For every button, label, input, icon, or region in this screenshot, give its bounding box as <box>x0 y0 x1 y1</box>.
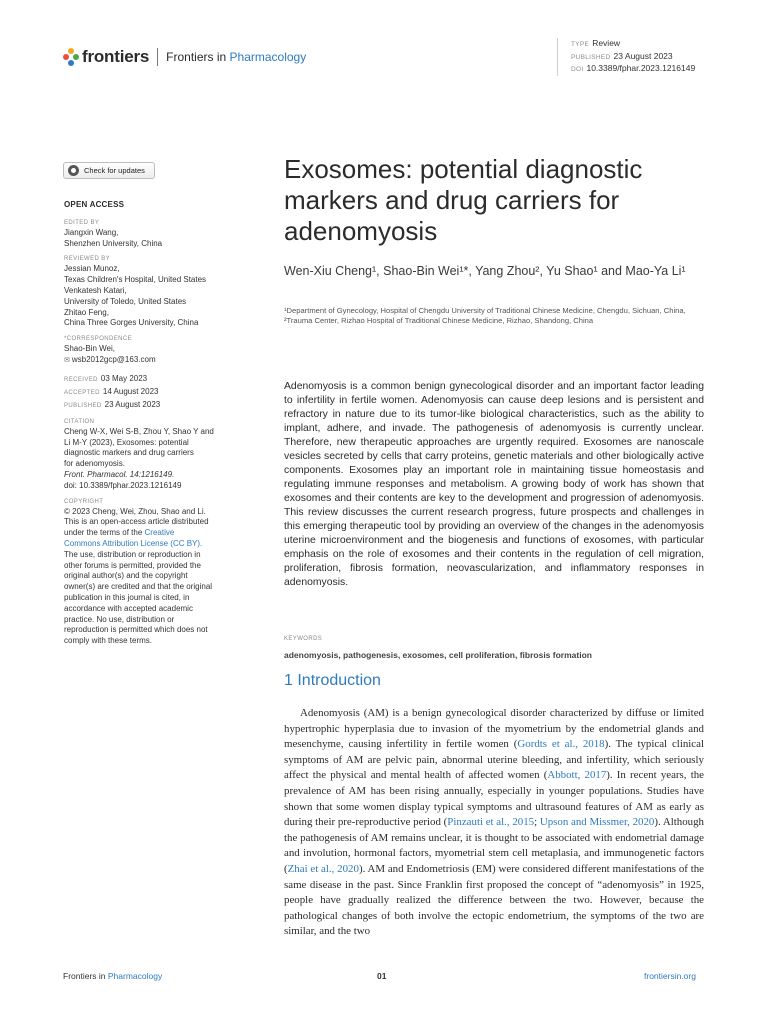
citation-link[interactable]: Abbott, 2017 <box>547 769 607 782</box>
citation-line: diagnostic markers and drug carriers <box>64 448 194 458</box>
article-type: TYPE Review <box>571 38 621 48</box>
reviewer-name: Zhitao Feng, <box>64 307 109 317</box>
reviewer-affiliation: University of Toledo, United States <box>64 296 187 306</box>
check-for-updates-button[interactable] <box>63 162 155 179</box>
article-authors: Wen-Xiu Cheng¹, Shao-Bin Wei¹*, Yang Zhou², Yu Shao¹ and Mao-Ya Li¹ <box>284 264 686 278</box>
email-icon: ✉ <box>64 356 70 364</box>
edited-by-section <box>64 219 240 250</box>
check-for-updates-label: Check for updates <box>84 166 145 175</box>
correspondence-email-row[interactable] <box>64 355 240 367</box>
copyright-line: under the terms of the Creative <box>64 528 175 538</box>
copyright-line: This is an open-access article distributed <box>64 517 209 527</box>
correspondence-name: Shao-Bin Wei, <box>64 344 115 354</box>
reviewed-by-section <box>64 255 240 329</box>
correspondence-label: *CORRESPONDENCE <box>64 336 133 343</box>
author-affiliations: ¹Department of Gynecology, Hospital of Chengdu University of Traditional Chinese Medicine, Chengdu, Sichuan, China, ²Trauma Center, Rizhao Hospital of Traditional Chinese Medicine, Rizhao, Shandong, China <box>284 306 686 325</box>
article-info-sidebar <box>64 200 240 653</box>
brand-divider <box>157 48 158 66</box>
license-link[interactable]: Commons Attribution License (CC BY). <box>64 538 203 548</box>
received-date: RECEIVED 03 May 2023 <box>64 373 148 383</box>
citation-label: CITATION <box>64 418 95 425</box>
reviewed-by-label: REVIEWED BY <box>64 256 111 263</box>
copyright-line: original author(s) and the copyright <box>64 571 188 581</box>
article-doi[interactable]: DOI 10.3389/fphar.2023.1216149 <box>571 63 696 73</box>
editor-name: Jiangxin Wang, <box>64 227 119 237</box>
citation-link[interactable]: Zhai et al., 2020 <box>287 862 359 875</box>
open-access-label: OPEN ACCESS <box>64 200 125 209</box>
citation-link[interactable]: Pinzauti et al., 2015 <box>447 816 535 829</box>
edited-by-label: EDITED BY <box>64 219 100 226</box>
copyright-line: practice. No use, distribution or <box>64 614 175 624</box>
article-published: PUBLISHED 23 August 2023 <box>571 50 673 61</box>
citation-line: Cheng W-X, Wei S-B, Zhou Y, Shao Y and <box>64 426 214 436</box>
dates-section <box>64 373 240 412</box>
accepted-date: ACCEPTED 14 August 2023 <box>64 386 159 396</box>
reviewer-name: Jessian Munoz, <box>64 264 120 274</box>
reviewer-name: Venkatesh Katari, <box>64 285 127 295</box>
copyright-label: COPYRIGHT <box>64 498 104 505</box>
correspondence-email[interactable]: wsb2012gcp@163.com <box>71 354 156 364</box>
copyright-line: accordance with accepted academic <box>64 603 193 613</box>
copyright-line: other forums is permitted, provided the <box>64 560 201 570</box>
citation-link[interactable]: Upson and Missmer, 2020 <box>539 816 655 829</box>
journal-name: Frontiers in Pharmacology <box>166 50 307 64</box>
journal-brand <box>63 47 306 67</box>
copyright-section <box>64 498 240 647</box>
citation-doi: doi: 10.3389/fphar.2023.1216149 <box>64 480 182 490</box>
reviewer-affiliation: Texas Children's Hospital, United States <box>64 275 207 285</box>
citation-link[interactable]: Gordts et al., 2018 <box>517 738 605 751</box>
editor-affiliation: Shenzhen University, China <box>64 238 163 248</box>
citation-section <box>64 418 240 492</box>
frontiers-logo-icon <box>63 48 79 66</box>
copyright-line: publication in this journal is cited, in <box>64 592 190 602</box>
license-link[interactable]: Creative <box>144 528 175 538</box>
citation-line: Front. Pharmacol. 14:1216149. <box>64 469 175 479</box>
copyright-line: comply with these terms. <box>64 636 153 646</box>
crossmark-icon <box>68 165 79 176</box>
article-title: Exosomes: potential diagnostic markers and drug carriers for adenomyosis <box>284 154 643 246</box>
reviewer-affiliation: China Three Gorges University, China <box>64 318 199 328</box>
copyright-line: reproduction is permitted which does not <box>64 625 208 635</box>
section-heading-introduction: 1 Introduction <box>284 672 381 689</box>
copyright-line: The use, distribution or reproduction in <box>64 549 201 559</box>
brand-wordmark: frontiers <box>82 47 150 66</box>
article-meta <box>557 38 695 76</box>
page-number: 01 <box>377 971 387 981</box>
copyright-line: owner(s) are credited and that the original <box>64 582 213 592</box>
citation-line: Li M-Y (2023), Exosomes: potential <box>64 437 189 447</box>
footer-journal: Frontiers in Pharmacology <box>63 971 163 981</box>
published-date: PUBLISHED 23 August 2023 <box>64 399 161 409</box>
keywords-list: adenomyosis, pathogenesis, exosomes, cell proliferation, fibrosis formation <box>284 650 592 660</box>
keywords-label: KEYWORDS <box>284 636 323 642</box>
footer-website-link[interactable]: frontiersin.org <box>644 971 696 981</box>
correspondence-section <box>64 335 240 367</box>
citation-line: for adenomyosis. <box>64 459 125 469</box>
article-abstract: Adenomyosis is a common benign gynecological disorder and an important factor leading to infertility in fertile women. Adenomyosis can cause deep lesions and is persistent and refractory in nature due to its tumor-like biological characteristics, such as the ability to implant, adhere, and invade. The pathogenesis of adenomyosis is currently unclear. Therefore, new therapeutic approaches are urgently required. Exosomes are nanoscale vesicles secreted by cells that carry proteins, genetic materials and other biologically active components. Exosomes play an important role in maintaining tissue homeostasis and regulating immune responses and metabolism. A growing body of work has shown that exosomes and their contents are key to the development and progression of adenomyosis. This review discusses the current research progress, future prospects and challenges in this emerging therapeutic tool by providing an overview of the changes in the adenomyosis uterine microenvironment and the biogenesis and functions of exosomes, with particular emphasis on the role of exosomes and their contents in the regulation of cell migration, proliferation, fibrosis formation, neovascularization, and inflammatory responses in adenomyosis. <box>284 381 704 588</box>
introduction-paragraph: Adenomyosis (AM) is a benign gynecological disorder characterized by diffuse or limited hypertrophic hyperplasia due to invasion of the myometrium by the endometrial glands and mesenchyme, causing infertility in fertile women (Gordts et al., 2018). The typical clinical symptoms of AM are pelvic pain, abnormal uterine bleeding, and infertility, which seriously affect the physical and mental health of affected women (Abbott, 2017). In recent years, the prevalence of AM has been rising annually, especially in younger populations. Studies have shown that some women display typical symptoms and ultrasound features of AM as early as during their pre-reproductive period (Pinzauti et al., 2015; Upson and Missmer, 2020). Although the pathogenesis of AM remains unclear, it is thought to be associated with endometrial damage and involution, hormonal factors, myometrial stem cell metaplasia, and immunogenetic factors (Zhai et al., 2020). AM and Endometriosis (EM) were considered different manifestations of the same disease in the past. Since Franklin first proposed the concept of “adenomyosis” in 1925, people have gradually realized the difference between the two. However, because the pathological changes of both involve the ectopic endometrium, the symptoms of the two are similar, and the two <box>284 707 705 938</box>
copyright-line: © 2023 Cheng, Wei, Zhou, Shao and Li. <box>64 506 206 516</box>
